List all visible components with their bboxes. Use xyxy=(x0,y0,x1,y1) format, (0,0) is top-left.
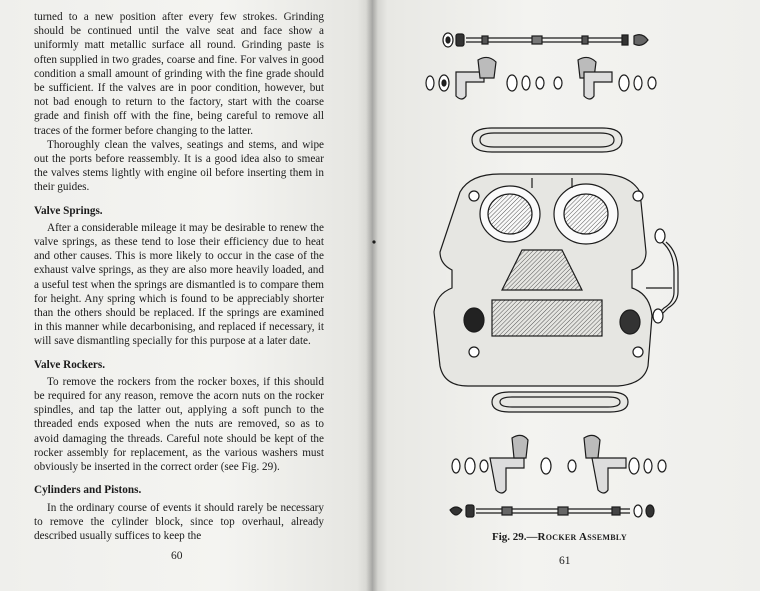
top-spindle-assembly xyxy=(443,33,648,47)
figure-title: Rocker Assembly xyxy=(537,531,627,543)
bottom-gasket xyxy=(492,392,628,412)
bottom-spindle-assembly xyxy=(450,505,654,517)
page-number-left: 60 xyxy=(171,550,183,562)
top-gasket xyxy=(472,128,622,152)
figure-caption xyxy=(492,531,627,543)
left-page xyxy=(0,0,372,591)
heading-valve-rockers: Valve Rockers. xyxy=(34,358,106,371)
paragraph-cylinders-pistons: In the ordinary course of events it should rarely be necessary to remove the cylinder block, since top overhaul, already described usually suffices to keep the xyxy=(34,501,324,542)
right-page xyxy=(372,0,760,591)
rocker-assembly-figure xyxy=(372,0,760,591)
paragraph-valve-springs: After a considerable mileage it may be desirable to renew the valve springs, as these tend to lose their efficiency due to heat and other causes. This is more likely to occur in the case of the exhaust valve springs, as they are also more heavily loaded, and a useful test when the springs are dismantled is to compare them for height. Any spring which is found to be appreciably shorter than the others should be replaced. If the springs are examined in this manner while decarbonising, and replaced if necessary, it will save dismantling specially for this purpose at a later date. xyxy=(34,221,324,348)
book-gutter xyxy=(366,0,378,591)
page-number-right: 61 xyxy=(559,555,571,567)
heading-cylinders-pistons: Cylinders and Pistons. xyxy=(34,484,142,497)
lower-rockers-row xyxy=(452,435,666,493)
upper-rockers-row xyxy=(426,57,656,99)
paragraph-cleaning: Thoroughly clean the valves, seatings and stems, and wipe out the ports before reassembly. It is a good idea also to smear the valves stems lightly with engine oil before inserting them in their guides. xyxy=(34,138,324,194)
paragraph-valve-rockers: To remove the rockers from the rocker boxes, if this should be required for any reason, remove the acorn nuts on the rocker spindles, and tap the latter out, applying a soft punch to the threaded ends exposed when the nuts are removed, so as to avoid damaging the threads. Careful note should be kept of the rocker assembly for replacement, as the various washers must obviously be inserted in the correct order (see Fig. 29). xyxy=(34,375,324,474)
figure-number: Fig. 29.— xyxy=(492,531,538,543)
paragraph-grinding: turned to a new position after every few strokes. Grinding should be continued until the valve seat and face show a uniformly matt metallic surface all round. Grinding paste is often supplied in two grades, coarse and fine. For valves in good condition a small amount of grinding with the fine grade should be sufficient. If the valves are in poor condition, however, but not bad enough to return to the factory, start with the coarse grade and finish off with the fine, being careful to remove all traces of the former before changing to the latter. xyxy=(34,11,324,137)
cylinder-head-block xyxy=(434,174,652,386)
heading-valve-springs: Valve Springs. xyxy=(34,204,103,217)
left-text-column xyxy=(34,10,324,543)
